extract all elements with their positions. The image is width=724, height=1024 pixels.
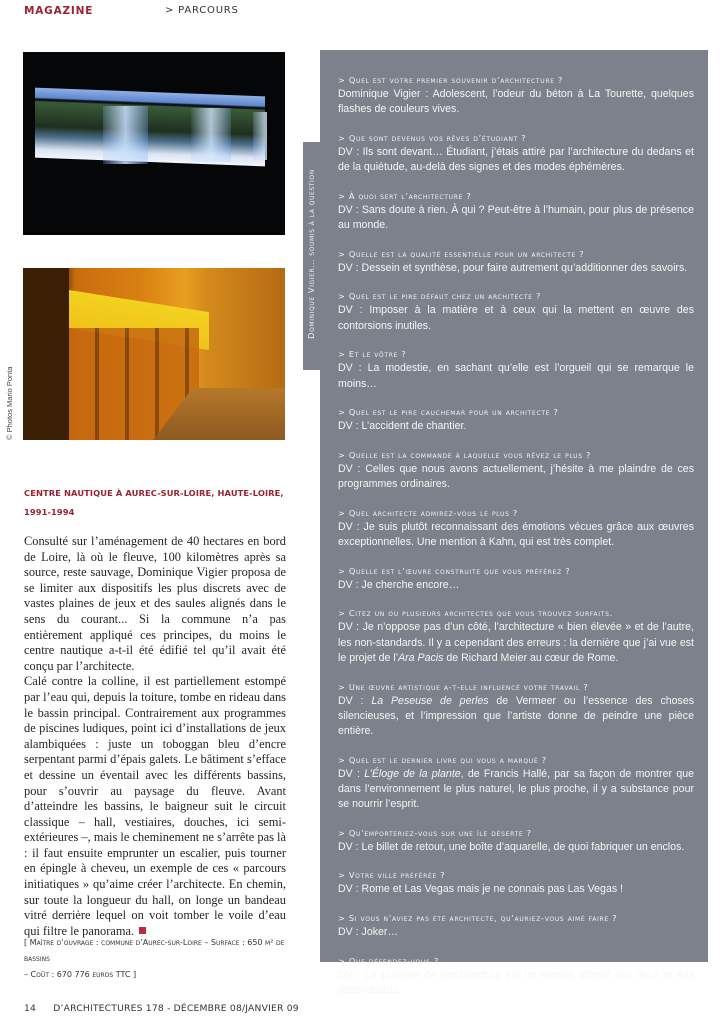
answer-title-italic: La Peseuse de perles — [371, 694, 489, 707]
question: > Quel est le pire cauchemar pour un architecte ? — [338, 407, 559, 418]
end-of-article-icon — [139, 927, 146, 934]
question: > Quel est le pire défaut chez un architecte ? — [338, 291, 542, 302]
answer: DV : L’accident de chantier. — [338, 420, 467, 433]
qa-item — [338, 680, 694, 740]
project-facts — [24, 935, 294, 983]
question: > Quel est le dernier livre qui vous a marqué ? — [338, 754, 547, 765]
question: > Et le vôtre ? — [338, 349, 407, 360]
caption-title: CENTRE NAUTIQUE À AUREC-SUR-LOIRE, HAUTE-LOIRE, — [24, 488, 284, 498]
shadow-wall — [23, 268, 69, 440]
question: > Qu’emporteriez-vous sur une île déserte ? — [338, 827, 532, 838]
answer — [338, 767, 694, 813]
issue-info: D’ARCHITECTURES 178 - DÉCEMBRE 08/JANVIER 09 — [53, 1003, 299, 1014]
answer: DV : Je suis plutôt reconnaissant des émotions vécues grâce aux œuvres exceptionnelles. Une mention à Kahn, qui est très complet. — [338, 520, 694, 549]
qa-item — [338, 564, 694, 593]
water-curtain — [253, 112, 267, 160]
question: > Si vous n’aviez pas été architecte, qu’auriez-vous aimé faire ? — [338, 913, 618, 924]
answer: DV : Ils sont devant… Étudiant, j’étais attiré par l’architecture du dedans et de la quiétude, au-delà des signes et des modes éphémères. — [338, 145, 694, 174]
answer-text: , de Francis Hallé, par sa façon de montrer que dans l’environnement le plus naturel, le plus proche, il y a substance pour se nourrir l’esprit. — [338, 767, 695, 811]
question: > À quoi sert l’architecture ? — [338, 190, 472, 201]
answer: DV : Imposer à la matière et à ceux qui la mettent en œuvre des contorsions inutiles. — [338, 304, 694, 332]
answer: DV : Celles que nous avons actuellement, j’hésite à me plaindre de ces programmes ordinaires. — [338, 462, 694, 491]
article-body — [24, 534, 286, 939]
question: > Votre ville préférée ? — [338, 870, 446, 881]
paragraph — [24, 674, 286, 939]
page-number: 14 — [24, 1003, 37, 1014]
section-label: MAGAZINE — [24, 5, 94, 17]
answer-title-italic: Ara Pacis — [398, 651, 444, 664]
qa-item — [338, 606, 694, 666]
qa-item — [338, 131, 694, 175]
qa-item — [338, 189, 694, 233]
answer-title-italic: L’Éloge de la plante — [364, 767, 461, 780]
answer-text: de Richard Meier au cœur de Rome. — [443, 651, 619, 664]
question: > Une œuvre artistique a-t-elle influencé votre travail ? — [338, 681, 589, 692]
project-caption — [24, 484, 294, 522]
interview-tab-title: Dominique Vigier… soumis à la question — [306, 169, 316, 339]
answer: DV : La modestie, en sachant qu’elle est l’orgueil qui se remarque le moins… — [338, 362, 694, 390]
qa-item — [338, 911, 694, 940]
question: > Que défendez-vous ? — [338, 955, 439, 966]
answer: DV : La pratique de l’architecture est un service attentif aux lieux et aux destinataires. — [338, 968, 694, 997]
qa-item — [338, 448, 694, 492]
question: > Quelle est la qualité essentielle pour un architecte ? — [338, 248, 585, 259]
water-curtain — [103, 106, 148, 164]
answer-text: DV : Je n’oppose pas d’un côté, l’architecture « bien élevée » et de l’autre, les non-standards. Il y a cependant des erreurs : la dernière que j’ai vue est le projet de l’ — [338, 621, 694, 664]
qa-list — [338, 73, 694, 1012]
photo-changing-rooms — [23, 268, 285, 440]
answer-text: DV : — [338, 767, 365, 780]
question: > Citez un ou plusieurs architectes que vous trouvez surfaits. — [338, 608, 613, 619]
qa-item — [338, 506, 694, 550]
page-footer — [24, 1003, 299, 1014]
qa-item — [338, 347, 694, 391]
photo-credit: © Photos Mario Ponta — [5, 366, 14, 440]
answer: DV : Sans doute à rien. À qui ? Peut-être à l’humain, pour plus de présence au monde. — [338, 203, 694, 232]
answer — [338, 620, 694, 666]
qa-item — [338, 247, 694, 276]
answer: DV : Je cherche encore… — [338, 578, 460, 591]
photo-waterfall-window — [23, 52, 285, 235]
qa-item — [338, 405, 694, 434]
interview-panel — [320, 50, 708, 997]
answer-text: DV : — [338, 694, 372, 707]
answer — [338, 694, 694, 740]
rubric-label: > PARCOURS — [165, 5, 239, 16]
facts-line: – Coût : 670 776 euros TTC ] — [24, 970, 137, 979]
answer: DV : Joker… — [338, 926, 399, 939]
question: > Que sont devenus vos rêves d’étudiant ? — [338, 132, 527, 143]
facts-line: [ Maître d’ouvrage : commune d’Aurec-sur-Loire – Surface : 650 m² de bassins — [24, 938, 285, 963]
question: > Quel est votre premier souvenir d’architecture ? — [338, 75, 564, 85]
qa-item — [338, 826, 694, 855]
answer-text: de Vermeer ou l’essence des choses silencieuses, et l’impression que l’artiste donne de peindre une pièce entière. — [338, 694, 695, 737]
question: > Quel architecte admirez-vous le plus ? — [338, 507, 518, 518]
answer: DV : Rome et Las Vegas mais je ne connais pas Las Vegas ! — [338, 883, 624, 896]
paragraph-text: Calé contre la colline, il est partiellement estompé par l’eau qui, depuis la toiture, tombe en rideau dans le bassin principal. Contrairement aux programmes de piscines ludiques, point ici d’installations de jeux alambiquées : juste un toboggan bleu d’encre serpentant parmi d’épais galets. Le bâtiment s’efface et dessine un éventail avec les différents bassins, pour s’ouvrir au paysage du fleuve. Avant d’atteindre les bassins, le baigneur suit le circuit classique – hall, vestiaires, douches, ici semi-extérieures –, mais le cheminement ne s’arrête pas là : il faut ensuite emprunter un escalier, puis tourner en épingle à cheveu, un exemple de ces « parcours initiatiques » qu’aime créer l’architecte. En chemin, sur toute la longueur du hall, on longe un bandeau vitré derrière lequel on voit tomber le voile d’eau qui filtre le panorama. — [24, 674, 286, 938]
question: > Quelle est l’œuvre construite que vous préférez ? — [338, 565, 571, 576]
answer: Dominique Vigier : Adolescent, l’odeur du béton à La Tourette, quelques flashes de couleurs vives. — [338, 88, 694, 116]
qa-item — [338, 73, 694, 117]
qa-item — [338, 289, 694, 333]
question: > Quelle est la commande à laquelle vous rêvez le plus ? — [338, 449, 592, 460]
qa-item — [338, 868, 694, 897]
answer: DV : Le billet de retour, une boîte d’aquarelle, de quoi fabriquer un enclos. — [338, 840, 685, 853]
qa-item — [338, 753, 694, 813]
caption-dates: 1991-1994 — [24, 507, 75, 517]
qa-item — [338, 954, 694, 998]
answer: DV : Dessein et synthèse, pour faire autrement qu’additionner des savoirs. — [338, 261, 688, 274]
paragraph: Consulté sur l’aménagement de 40 hectares en bord de Loire, là où le fleuve, 100 kilomètres après sa source, reste sauvage, Dominique Vigier proposa de se limiter aux dispositifs les plus discrets avec de vastes plaines de jeux et des saules alignés dans le sens du courant... Si la commune n’a pas entièrement appliqué ces principes, du moins le centre nautique a-t-il été édifié tel qu’il avait été conçu par l’architecte. — [24, 534, 286, 673]
water-curtain — [191, 108, 231, 162]
